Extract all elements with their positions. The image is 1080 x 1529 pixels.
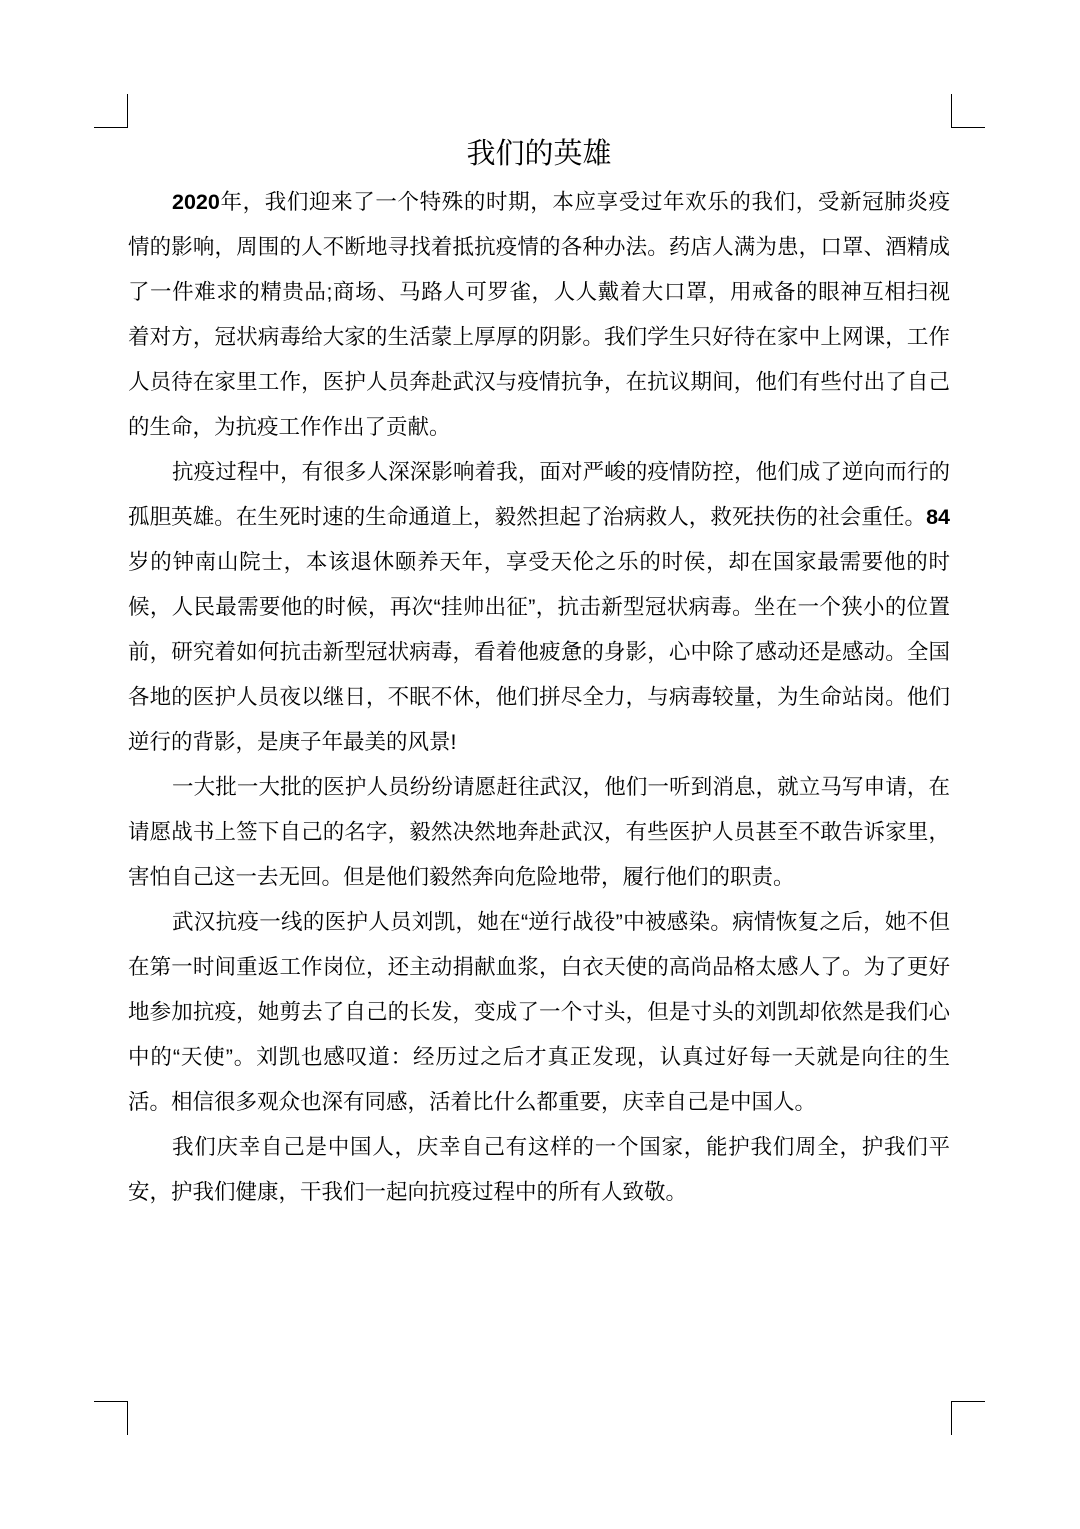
paragraph-1 (128, 180, 950, 450)
paragraph-2-text-b: 岁的钟南山院士，本该退休颐养天年，享受天伦之乐的时侯，却在国家最需要他的时候，人民最需要他的时候，再次“挂帅出征”，抗击新型冠状病毒。坐在一个狭小的位置前，研究着如何抗击新型冠状病毒，看着他疲惫的身影，心中除了感动还是感动。全国各地的医护人员夜以继日，不眠不休，他们拼尽全力，与病毒较量，为生命站岗。他们逆行的背影，是庚子年最美的风景! (128, 550, 950, 754)
paragraph-1-text: 年，我们迎来了一个特殊的时期，本应享受过年欢乐的我们，受新冠肺炎疫情的影响，周围的人不断地寻找着抵抗疫情的各种办法。药店人满为患，口罩、酒精成了一件难求的精贵品;商场、马路人可罗雀，人人戴着大口罩，用戒备的眼神互相扫视着对方，冠状病毒给大家的生活蒙上厚厚的阴影。我们学生只好待在家中上网课，工作人员待在家里工作，医护人员奔赴武汉与疫情抗争，在抗议期间，他们有些付出了自己的生命，为抗疫工作作出了贡献。 (128, 190, 950, 439)
crop-mark-top-left (94, 94, 128, 128)
paragraph-5 (128, 1125, 950, 1215)
paragraph-3-text: 一大批一大批的医护人员纷纷请愿赶往武汉，他们一听到消息，就立马写申请，在请愿战书上签下自己的名字，毅然决然地奔赴武汉，有些医护人员甚至不敢告诉家里，害怕自己这一去无回。但是他们毅然奔向危险地带，履行他们的职责。 (128, 775, 950, 889)
paragraph-2-text-a: 抗疫过程中，有很多人深深影响着我，面对严峻的疫情防控，他们成了逆向而行的孤胆英雄。在生死时速的生命通道上，毅然担起了治病救人，救死扶伤的社会重任。 (128, 460, 950, 529)
crop-mark-bottom-right (951, 1401, 985, 1435)
crop-mark-bottom-left (94, 1401, 128, 1435)
crop-mark-top-right (951, 94, 985, 128)
paragraph-3 (128, 765, 950, 900)
paragraph-1-bold-text: 2020 (172, 190, 220, 214)
paragraph-2-bold-text: 84 (926, 505, 950, 529)
document-title: 我们的英雄 (466, 138, 612, 170)
paragraph-5-text: 我们庆幸自己是中国人，庆幸自己有这样的一个国家，能护我们周全，护我们平安，护我们健康，干我们一起向抗疫过程中的所有人致敬。 (128, 1135, 950, 1204)
paragraph-2 (128, 450, 950, 765)
paragraph-4-text: 武汉抗疫一线的医护人员刘凯，她在“逆行战役”中被感染。病情恢复之后，她不但在第一时间重返工作岗位，还主动捐献血浆，白衣天使的高尚品格太感人了。为了更好地参加抗疫，她剪去了自己的长发，变成了一个寸头，但是寸头的刘凯却依然是我们心中的“天使”。刘凯也感叹道：经历过之后才真正发现，认真过好每一天就是向往的生活。相信很多观众也深有同感，活着比什么都重要，庆幸自己是中国人。 (128, 910, 950, 1114)
document-content (128, 128, 950, 1215)
paragraph-4 (128, 900, 950, 1125)
